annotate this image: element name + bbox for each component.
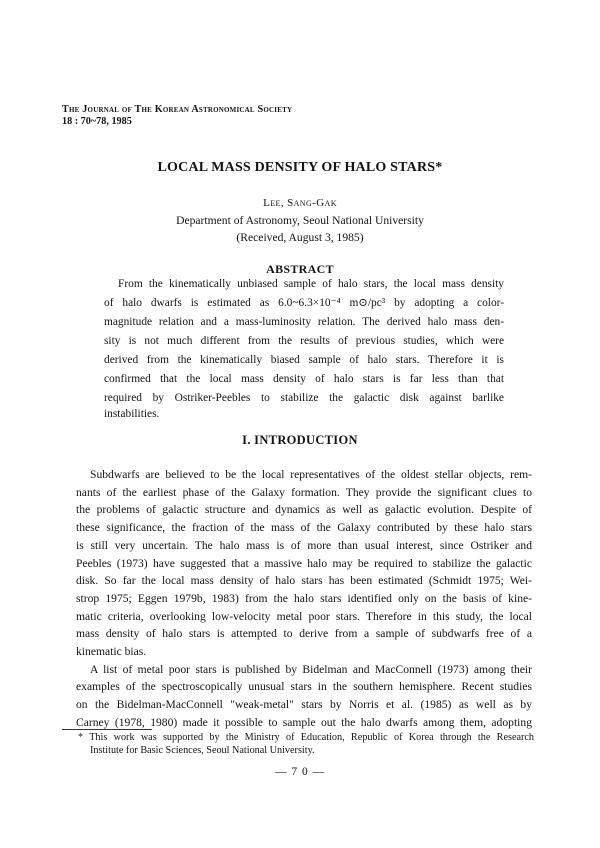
footnote-line: * This work was supported by the Ministry of Education, Republic of Korea through the Research (78, 732, 534, 743)
body-line: Carney (1978, 1980) made it possible to sample out the halo dwarfs among them, adopting (76, 715, 532, 729)
journal-header (62, 104, 292, 128)
body-line: on the Bidelman-MacConnell "weak-metal" stars by Norris et al. (1985) as well as by (76, 698, 532, 712)
body-line: these significance, the fraction of the mass of the Galaxy contributed by these halo stars (76, 521, 532, 535)
abstract-line: of halo dwarfs is estimated as 6.0~6.3×10⁻⁴ m⊙/pc³ by adopting a color- (104, 297, 504, 309)
page-number: — 7 0 — (274, 766, 326, 778)
footnote-line: Institute for Basic Sciences, Seoul National University. (90, 745, 315, 756)
body-line: examples of the spectroscopically unusual stars in the southern hemisphere. Recent studies (76, 680, 532, 694)
body-line: is still very uncertain. The halo mass is of more than usual interest, since Ostriker and (76, 538, 532, 552)
body-line: mass density of halo stars is attempted to derive from a sample of subdwarfs free of a (76, 627, 532, 641)
abstract-line: derived from the kinematically biased sample of halo stars. Therefore it is (104, 354, 504, 366)
abstract-line: magnitude relation and a mass-luminosity relation. The derived halo mass den- (104, 316, 504, 328)
abstract-line: sity is not much different from the results of previous studies, which were (104, 335, 504, 347)
journal-name: The Journal of The Korean Astronomical Society (62, 104, 293, 115)
body-line: strop 1975; Eggen 1979b, 1983) from the halo stars identified only on the basis of kine- (76, 591, 532, 605)
body-line: Subdwarfs are believed to be the local representatives of the oldest stellar objects, rem- (90, 468, 532, 481)
body-line: the problems of galactic structure and dynamics as well as galactic evolution. Despite of (76, 503, 532, 517)
journal-citation: 18 : 70~78, 1985 (62, 116, 132, 127)
section-heading: I. INTRODUCTION (242, 433, 358, 447)
received-date: (Received, August 3, 1985) (236, 231, 364, 244)
footnote (78, 731, 534, 757)
author-affiliation: Department of Astronomy, Seoul National University (176, 214, 424, 227)
paper-title: LOCAL MASS DENSITY OF HALO STARS* (157, 160, 443, 175)
abstract-line: confirmed that the local mass density of halo stars is far less than that (104, 373, 504, 385)
abstract-line: instabilities. (104, 408, 160, 420)
abstract-line: required by Ostriker-Peebles to stabilize the galactic disk against barlike (104, 392, 504, 404)
author-name: Lee, Sang-Gak (263, 197, 337, 209)
body-line: kinematic bias. (76, 645, 147, 658)
body-line: nants of the earliest phase of the Galaxy formation. They provide the significant clues to (76, 485, 532, 499)
body-line: matic criteria, overlooking low-velocity metal poor stars. Therefore in this study, the local (76, 609, 532, 623)
body-line: A list of metal poor stars is published by Bidelman and MacConnell (1973) among their (90, 662, 532, 676)
body-line: disk. So far the local mass density of halo stars has been estimated (Schmidt 1975; Wei- (76, 574, 532, 588)
abstract-heading: ABSTRACT (266, 262, 334, 276)
abstract-line: From the kinematically unbiased sample of halo stars, the local mass density (118, 278, 504, 290)
body-line: Peebles (1973) have suggested that a massive halo may be required to stabilize the galactic (76, 556, 532, 570)
